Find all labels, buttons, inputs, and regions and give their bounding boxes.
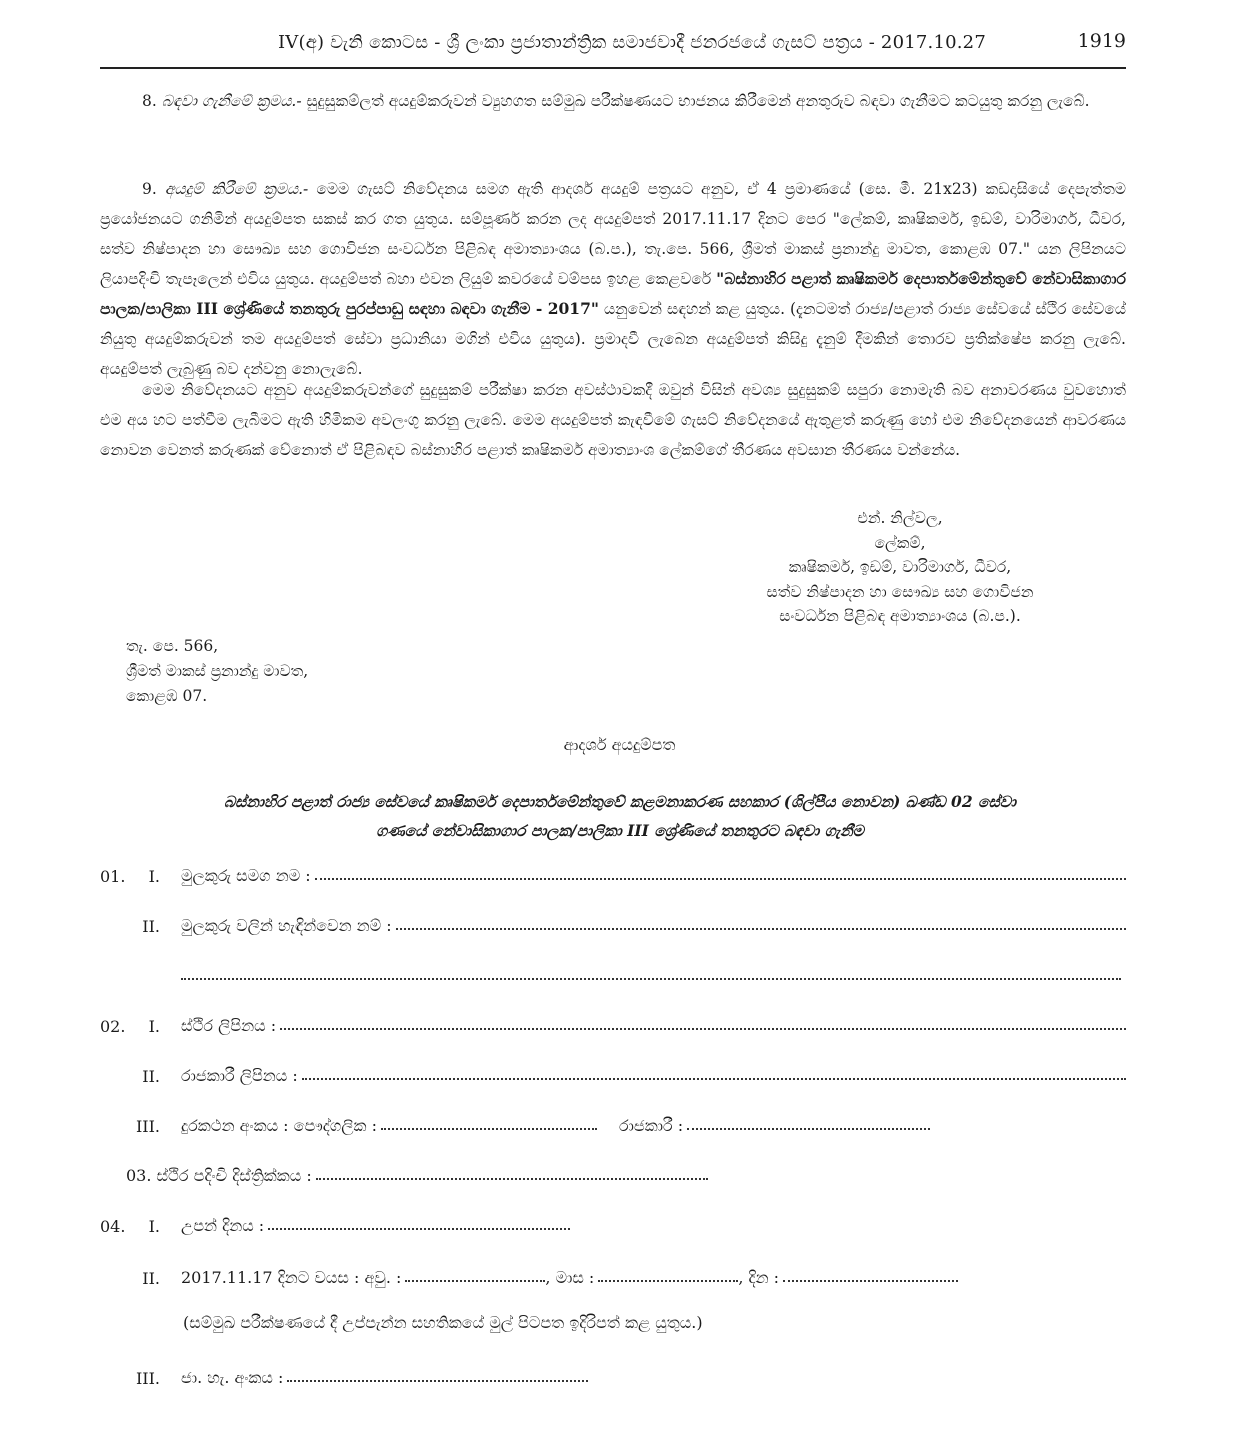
- name-with-initials-label: මුලකුරු සමග නම :: [181, 866, 311, 885]
- age-years-label: 2017.11.17 දිනට වයස : අවු. :: [181, 1268, 402, 1287]
- telephone-office-label: රාජකාරී :: [618, 1116, 684, 1135]
- name-with-initials-field[interactable]: [315, 878, 1126, 880]
- signature-line: කෘෂිකර්ම, ඉඩම්, වාරිමාර්ග, ධීවර,: [788, 558, 1012, 577]
- age-days-field[interactable]: [783, 1280, 958, 1282]
- permanent-district-field[interactable]: [316, 1178, 708, 1180]
- signature-line: එන්. නිල්වල,: [857, 509, 943, 527]
- section-9-text-b: යනුවෙන් සඳහන් කළ යුතුය. (දැනටමත් රාජ්‍ය/පළාත් රාජ්‍ය සේවයේ ස්ථිර සේවයේ නියුතු අයදුම්කරුවන් තම අයදුම්පත් සේවා ප්‍රධානියා මගින් එවිය යුතුය). ප්‍රමාදවී ලැබෙන අයදුම්පත් කිසිදු දැනුම් දීමකින් තොරව ප්‍රතික්ෂේප කරනු ලැබේ. අයදුම්පත් ලැබුණු බව දන්වනු නොලැබේ.: [100, 300, 1126, 378]
- form-row-permanent-address: [100, 1010, 1126, 1036]
- section-9-number: 9.: [142, 180, 157, 198]
- telephone-office-field[interactable]: [687, 1128, 930, 1130]
- birth-date-label: උපන් දිනය :: [181, 1216, 265, 1235]
- form-row-name-continued: [181, 960, 1121, 986]
- page-header: [100, 30, 1126, 66]
- roman-numeral: I.: [148, 1017, 160, 1036]
- telephone-personal-field[interactable]: [381, 1128, 597, 1130]
- office-address-field[interactable]: [302, 1078, 1126, 1080]
- section-9-paragraph: [100, 174, 1126, 384]
- signature-line: සත්ව නිෂ්පාදන හා සෞඛ්‍ය සහ ගොවිජන: [766, 582, 1034, 601]
- age-months-field[interactable]: [598, 1280, 738, 1282]
- nic-number-label: ජා. හැ. අංකය :: [181, 1368, 284, 1387]
- birth-date-field[interactable]: [268, 1228, 570, 1230]
- header-title: IV(අ) වැනි කොටස - ශ්‍රී ලංකා ප්‍රජාතාන්ත්‍රික සමාජවාදී ජනරජයේ ගැසට් පත්‍රය - 2017.10.27: [277, 32, 986, 53]
- section-9-text-a: මෙම ගැසට් නිවේදනය සමග ඇති ආදර්ශ අයදුම් පත්‍රයට අනුව, ඒ 4 ප්‍රමාණයේ (සෙ. මී. 21x23) කඩදාසියේ දෙපැත්තම ප්‍රයෝජනයට ගනිමින් අයදුම්පත සකස් කර ගත යුතුය. සම්පූර්ණ කරන ලද අයදුම්පත් 2017.11.17 දිනට පෙර "ලේකම්, කෘෂිකර්ම, ඉඩම්, වාරිමාර්ග, ධීවර, සත්ව නිෂ්පාදන හා සෞඛ්‍ය සහ ගොවිජන සංවර්ධන පිළිබඳ අමාත්‍යාංශය (බ.ප.), තැ.පෙ. 566, ශ්‍රීමත් මාකස් ප්‍රනාන්දු මාවත, කොළඹ 07." යන ලිපිනයට ලියාපදිංචි තැපෑලෙන් එවිය යුතුය. අයදුම්පත් බහා එවන ලියුම් කවරයේ වම්පස ඉහළ කෙළවරේ: [100, 180, 1127, 288]
- signature-line: ලේකම්,: [874, 533, 926, 552]
- roman-numeral: I.: [148, 867, 160, 886]
- page-number: 1919: [1077, 30, 1126, 52]
- form-row-nic: [100, 1362, 588, 1388]
- form-row-name-denoted: [100, 910, 1126, 936]
- form-subtitle-line: බස්නාහිර පළාත් රාජ්‍ය සේවයේ කෘෂිකර්ම දෙපාර්තමේන්තුවේ කළමනාකරණ සහකාර (ශිල්පීය නොවන) ඛණ්ඩ 02 සේවා: [224, 792, 1016, 811]
- age-years-field[interactable]: [405, 1280, 545, 1282]
- closing-text: මෙම නිවේදනයට අනුව අයදුම්කරුවන්ගේ සුදුසුකම් පරීක්ෂා කරන අවස්ථාවකදී ඔවුන් විසින් අවශ්‍ය සුදුසුකම් සපුරා නොමැති බව අනාවරණය වුවහොත් එම අය හට පත්වීම ලැබීමට ඇති හිමිකම අවලංගු කරනු ලැබේ. මෙම අයදුම්පත් කැඳවීමේ ගැසට් නිවේදනයේ ඇතුළත් කරුණු හෝ එම නිවේදනයෙන් ආවරණය නොවන වෙනත් කරුණක් වේනොත් ඒ පිළිබඳව බස්නාහිර පළාත් කෘෂිකර්ම අමාත්‍යාංශ ලේකම්ගේ තීරණය අවසාන තීරණය වන්නේය.: [100, 381, 1126, 459]
- telephone-personal-label: දුරකථන අංකය : පෞද්ගලික :: [181, 1116, 377, 1135]
- roman-numeral: III.: [135, 1117, 160, 1136]
- address-line: කොළඹ 07.: [126, 687, 208, 705]
- section-9-envelope-label: "බස්නාහිර පළාත් කෘෂිකර්ම දෙපාර්තමේන්තුවේ නේවාසිකාගාර පාලක/පාලිකා III ශ්‍රේණියේ තනතුරු පුරප්පාඩු සඳහා බඳවා ගැනීම - 2017": [100, 269, 1126, 318]
- nic-number-field[interactable]: [287, 1380, 588, 1382]
- name-denoted-field[interactable]: [396, 928, 1126, 930]
- signature-line: සංවර්ධන පිළිබඳ අමාත්‍යාංශය (බ.ප.).: [779, 607, 1021, 626]
- form-row-birth-date: [100, 1210, 570, 1236]
- office-address-label: රාජකාරී ලිපිනය :: [181, 1066, 298, 1085]
- form-row-age: [100, 1262, 958, 1288]
- section-8-text: සුදුසුකම්ලත් අයදුම්කරුවන් ව්‍යුහගත සම්මුඛ පරීක්ෂණයට භාජනය කිරීමෙන් අනතුරුව බඳවා ගැනීමට කටයුතු කරනු ලැබේ.: [306, 92, 1090, 110]
- form-row-office-address: [100, 1060, 1126, 1086]
- form-subtitle-line: ගණයේ නේවාසිකාගාර පාලක/පාලිකා III ශ්‍රේණියේ තනතුරට බඳවා ගැනීම: [376, 821, 864, 840]
- birth-certificate-note: (සම්මුඛ පරීක්ෂණයේ දී උප්පැන්න සහතිකයේ මුල් පිටපත ඉදිරිපත් කළ යුතුය.): [183, 1313, 703, 1332]
- header-rule: [100, 67, 1126, 69]
- signature-block: [727, 506, 1073, 629]
- roman-numeral: II.: [142, 917, 160, 936]
- form-title: ආදර්ශ අයදුම්පත: [563, 735, 676, 754]
- address-block: [126, 634, 308, 709]
- question-number: 02.: [100, 1017, 126, 1036]
- name-denoted-field-continued[interactable]: [181, 978, 1121, 980]
- permanent-address-field[interactable]: [280, 1028, 1126, 1030]
- address-line: තැ. පෙ. 566,: [126, 637, 219, 655]
- form-subtitle: [120, 787, 1120, 845]
- roman-numeral: II.: [142, 1269, 160, 1288]
- permanent-district-label: 03. ස්ථිර පදිංචි දිස්ත්‍රික්කය :: [126, 1166, 312, 1185]
- roman-numeral: I.: [148, 1217, 160, 1236]
- form-row-telephone: [100, 1110, 930, 1136]
- section-8-heading: බඳවා ගැනීමේ ක්‍රමය.-: [161, 92, 302, 110]
- form-row-district: [126, 1160, 708, 1186]
- section-8-paragraph: [100, 86, 1126, 116]
- section-9-heading: අයදුම් කිරීමේ ක්‍රමය.-: [164, 180, 309, 198]
- closing-paragraph: [100, 375, 1126, 465]
- question-number: 04.: [100, 1217, 126, 1236]
- name-denoted-label: මුලකුරු වලින් හැඳින්වෙන නම් :: [181, 916, 392, 935]
- section-8-number: 8.: [142, 92, 157, 110]
- roman-numeral: III.: [135, 1369, 160, 1388]
- address-line: ශ්‍රීමත් මාකස් ප්‍රනාන්දු මාවත,: [126, 662, 309, 680]
- question-number: 01.: [100, 867, 126, 886]
- permanent-address-label: ස්ථිර ලිපිනය :: [181, 1016, 277, 1035]
- roman-numeral: II.: [142, 1067, 160, 1086]
- age-months-label: , මාස :: [545, 1268, 595, 1287]
- form-row-name-initials: [100, 860, 1126, 886]
- age-days-label: , දින :: [738, 1268, 780, 1287]
